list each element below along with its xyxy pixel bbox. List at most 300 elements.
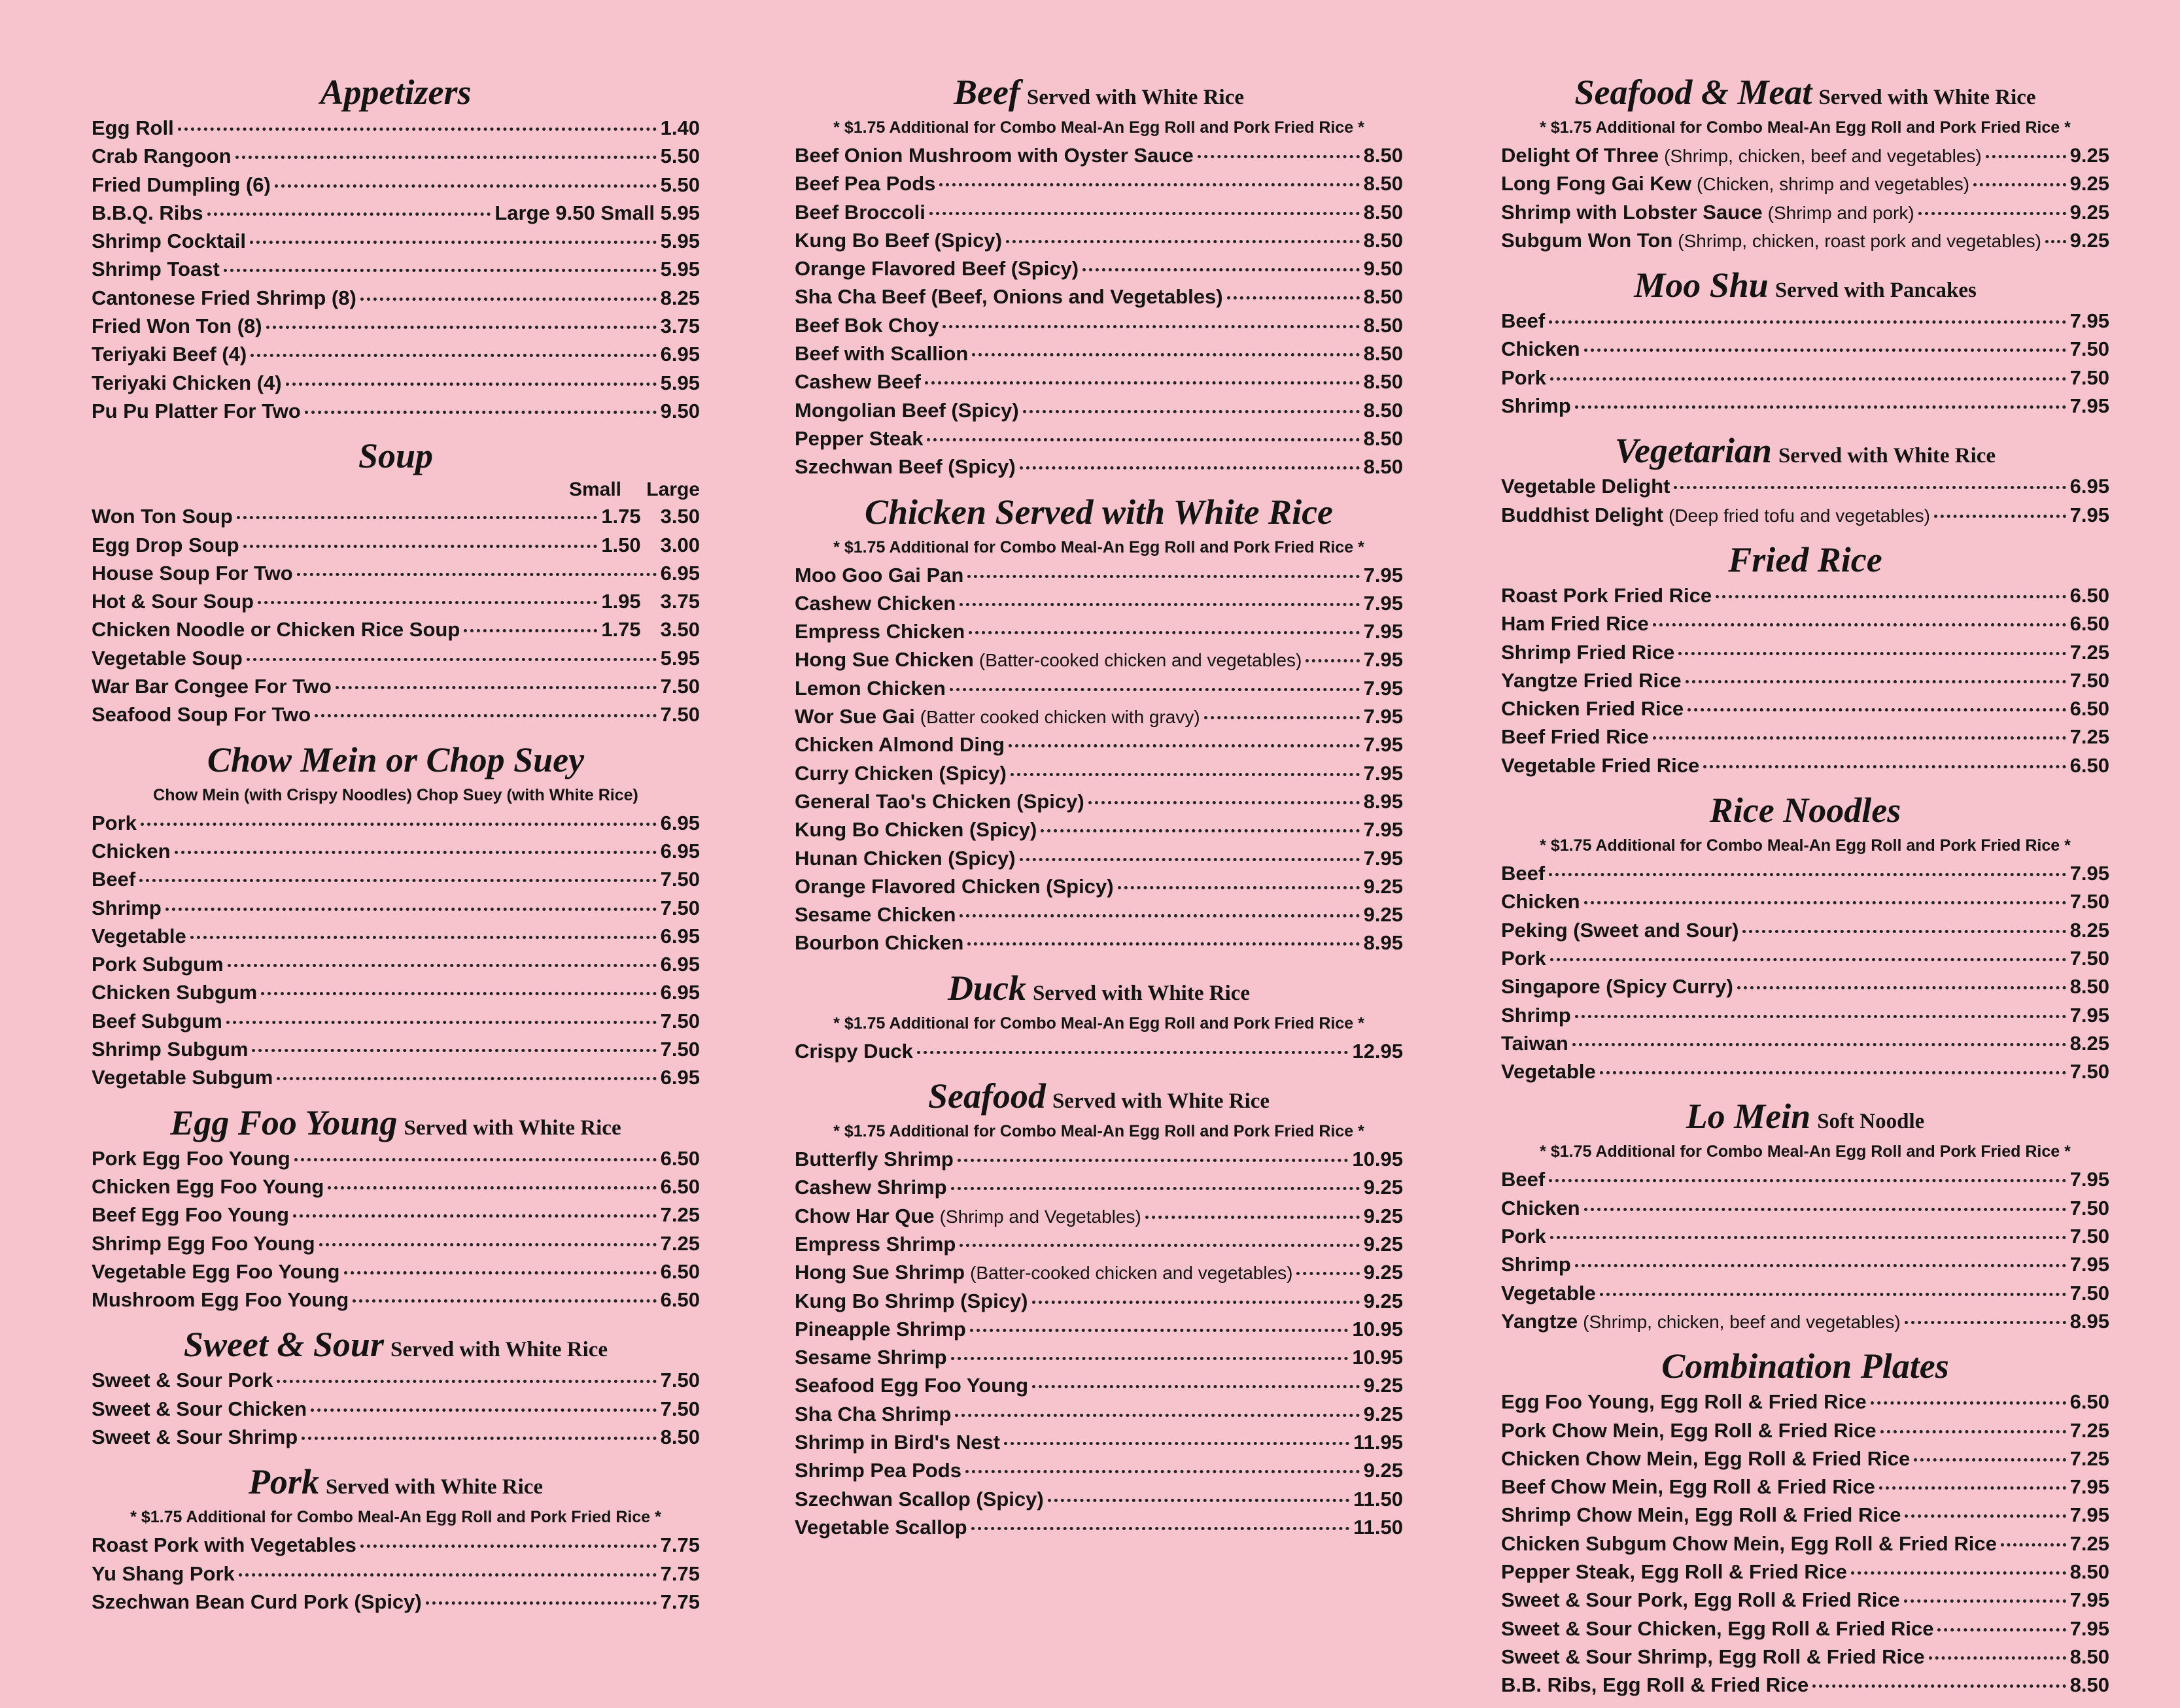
dot-leader bbox=[139, 879, 656, 882]
item-price: 7.50 bbox=[2069, 1281, 2109, 1305]
menu-item bbox=[1501, 1165, 2109, 1193]
item-name: Sha Cha Beef (Beef, Onions and Vegetables) bbox=[795, 285, 1223, 309]
item-price: 5.95 bbox=[660, 258, 700, 281]
item-price: 7.25 bbox=[2069, 725, 2109, 749]
dot-leader bbox=[190, 936, 657, 939]
menu-item bbox=[795, 1037, 1403, 1065]
item-name: Cantonese Fried Shrimp (8) bbox=[92, 286, 356, 309]
item-name: Sweet & Sour Chicken bbox=[92, 1397, 307, 1420]
item-price: 5.95 bbox=[660, 646, 700, 670]
item-name: Chicken bbox=[92, 839, 171, 863]
menu-item bbox=[92, 255, 700, 283]
dot-leader bbox=[1986, 155, 2066, 158]
dot-leader bbox=[237, 516, 598, 519]
item-price: 5.95 bbox=[660, 371, 700, 394]
menu-item bbox=[92, 1395, 700, 1423]
item-name: Curry Chicken (Spicy) bbox=[795, 761, 1007, 785]
item-name: Kung Bo Shrimp (Spicy) bbox=[795, 1289, 1028, 1312]
dot-leader bbox=[1937, 1628, 2066, 1631]
item-name: Mushroom Egg Foo Young bbox=[92, 1288, 349, 1312]
dot-leader bbox=[967, 942, 1359, 946]
item-price: 7.25 bbox=[2069, 1446, 2109, 1470]
menu-item bbox=[1501, 1279, 2109, 1307]
menu-item bbox=[92, 171, 700, 199]
dot-leader bbox=[252, 1049, 656, 1052]
item-description: (Chicken, shrimp and vegetables) bbox=[1697, 174, 1970, 195]
item-name: General Tao's Chicken (Spicy) bbox=[795, 789, 1084, 813]
item-name: Vegetable bbox=[92, 924, 186, 948]
item-price: 6.50 bbox=[2069, 1390, 2109, 1414]
menu-item bbox=[795, 453, 1403, 481]
dot-leader bbox=[250, 241, 657, 244]
section-title: Vegetarian bbox=[1614, 431, 1772, 471]
item-price: 10.95 bbox=[1352, 1317, 1403, 1341]
item-price: 7.95 bbox=[2069, 862, 2109, 885]
item-price: 7.95 bbox=[1363, 818, 1403, 842]
section-heading bbox=[1501, 264, 2109, 307]
item-name: Fried Dumpling (6) bbox=[92, 173, 271, 196]
dot-leader bbox=[1742, 930, 2066, 933]
item-name: Beef Subgum bbox=[92, 1009, 222, 1033]
menu-item bbox=[92, 837, 700, 865]
dot-leader bbox=[1905, 1321, 2066, 1324]
item-name: Seafood Egg Foo Young bbox=[795, 1374, 1029, 1397]
menu-item bbox=[92, 1035, 700, 1063]
dot-leader bbox=[1686, 680, 2066, 683]
dot-leader bbox=[1020, 858, 1360, 861]
dot-leader bbox=[293, 1214, 657, 1218]
dot-leader bbox=[971, 1527, 1350, 1530]
item-name: Beef Onion Mushroom with Oyster Sauce bbox=[795, 144, 1194, 167]
menu-item bbox=[795, 1343, 1403, 1371]
item-price: 12.95 bbox=[1352, 1039, 1403, 1063]
item-name: Egg Roll bbox=[92, 116, 174, 139]
item-price: 10.95 bbox=[1352, 1346, 1403, 1369]
menu-item bbox=[92, 950, 700, 978]
item-price: 6.95 bbox=[660, 561, 700, 585]
section-title: Chicken Served with White Rice bbox=[864, 492, 1334, 532]
section-heading bbox=[92, 434, 700, 477]
menu-item bbox=[795, 339, 1403, 367]
menu-item bbox=[92, 644, 700, 672]
section-note: * $1.75 Additional for Combo Meal-An Egg Roll and Pork Fried Rice * bbox=[833, 538, 1364, 556]
item-name: Pork Egg Foo Young bbox=[92, 1146, 290, 1170]
menu-item bbox=[795, 645, 1403, 674]
item-price: 7.95 bbox=[2069, 1503, 2109, 1527]
dot-leader bbox=[1011, 773, 1360, 776]
section-heading bbox=[1501, 71, 2109, 114]
menu-item bbox=[795, 929, 1403, 957]
item-price: 6.95 bbox=[660, 839, 700, 863]
item-name: Sesame Chicken bbox=[795, 903, 956, 927]
item-price: 8.50 bbox=[1363, 455, 1403, 479]
dot-leader bbox=[2001, 1543, 2066, 1546]
item-price: 8.95 bbox=[1363, 789, 1403, 813]
item-price: 8.95 bbox=[2069, 1309, 2109, 1333]
item-name: Pork bbox=[92, 811, 137, 834]
item-price: 9.25 bbox=[1363, 1232, 1403, 1255]
section-note: * $1.75 Additional for Combo Meal-An Egg Roll and Pork Fried Rice * bbox=[1540, 1142, 2071, 1161]
item-name: Sweet & Sour Pork bbox=[92, 1369, 273, 1392]
item-price: 7.95 bbox=[2069, 503, 2109, 526]
menu-item bbox=[92, 1201, 700, 1229]
item-name: Egg Drop Soup bbox=[92, 533, 239, 556]
item-name: Vegetable Fried Rice bbox=[1501, 753, 1700, 777]
item-price: 7.50 bbox=[660, 675, 700, 698]
dot-leader bbox=[1880, 1430, 2066, 1433]
item-price: 8.50 bbox=[2069, 1560, 2109, 1583]
menu-item bbox=[1501, 916, 2109, 944]
section-subtitle: Served with White Rice bbox=[404, 1116, 621, 1140]
dot-leader bbox=[969, 631, 1359, 634]
section-note: * $1.75 Additional for Combo Meal-An Egg Roll and Pork Fried Rice * bbox=[1540, 118, 2071, 137]
menu-item bbox=[795, 311, 1403, 339]
section-note: Chow Mein (with Crispy Noodles) Chop Suey (with White Rice) bbox=[153, 785, 638, 804]
item-name: Kung Bo Chicken (Spicy) bbox=[795, 818, 1037, 842]
section-heading bbox=[92, 1460, 700, 1503]
dot-leader bbox=[235, 156, 657, 159]
item-price: 7.95 bbox=[1363, 648, 1403, 672]
section-heading bbox=[1501, 1095, 2109, 1138]
item-price: 6.95 bbox=[660, 981, 700, 1004]
dot-leader bbox=[967, 575, 1359, 578]
size-small-header: Small bbox=[568, 479, 621, 501]
item-name: Chicken bbox=[1501, 890, 1580, 914]
menu-item bbox=[795, 674, 1403, 702]
item-name: Shrimp Subgum bbox=[92, 1038, 249, 1061]
item-name: Teriyaki Chicken (4) bbox=[92, 371, 282, 394]
item-name: Sweet & Sour Shrimp bbox=[92, 1425, 298, 1448]
item-price: 7.95 bbox=[1363, 733, 1403, 757]
item-price: 6.95 bbox=[660, 953, 700, 976]
item-name: Beef bbox=[92, 868, 136, 891]
item-name: Teriyaki Beef (4) bbox=[92, 343, 247, 366]
menu-item bbox=[1501, 501, 2109, 529]
dot-leader bbox=[1879, 1486, 2066, 1490]
menu-item bbox=[92, 1257, 700, 1286]
item-price: 7.50 bbox=[2069, 890, 2109, 914]
item-price: 7.50 bbox=[2069, 1060, 2109, 1084]
item-price: 6.50 bbox=[2069, 583, 2109, 607]
menu-item bbox=[795, 169, 1403, 197]
item-name: B.B. Ribs, Egg Roll & Fried Rice bbox=[1501, 1673, 1809, 1697]
dot-leader bbox=[939, 183, 1359, 186]
item-name: Chicken Subgum Chow Mein, Egg Roll & Fried Rice bbox=[1501, 1531, 1997, 1555]
item-description: (Batter-cooked chicken and vegetables) bbox=[970, 1263, 1293, 1284]
item-price: 3.50 bbox=[660, 505, 700, 528]
item-price: 6.50 bbox=[2069, 612, 2109, 636]
dot-leader bbox=[950, 688, 1360, 691]
dot-leader bbox=[1006, 240, 1360, 243]
item-price: 6.50 bbox=[660, 1146, 700, 1170]
item-price: 7.25 bbox=[660, 1203, 700, 1227]
dot-leader bbox=[1678, 652, 2066, 655]
menu-section-sweet-sour bbox=[92, 1323, 700, 1451]
menu-section-egg-foo-young bbox=[92, 1101, 700, 1314]
section-title: Duck bbox=[947, 968, 1026, 1008]
menu-item bbox=[1501, 198, 2109, 226]
item-price: 5.50 bbox=[660, 173, 700, 196]
item-price: 7.95 bbox=[2069, 309, 2109, 333]
item-price: 6.95 bbox=[660, 1066, 700, 1089]
item-name: Sesame Shrimp bbox=[795, 1346, 947, 1369]
menu-item bbox=[92, 397, 700, 425]
item-name: Chow Har Que bbox=[795, 1204, 935, 1227]
menu-item bbox=[92, 894, 700, 922]
menu-item bbox=[92, 700, 700, 728]
dot-leader bbox=[1600, 1071, 2066, 1074]
section-heading bbox=[1501, 789, 2109, 832]
item-name: Yangtze Fried Rice bbox=[1501, 668, 1682, 692]
item-description: (Shrimp and Vegetables) bbox=[939, 1206, 1141, 1227]
item-price: 8.95 bbox=[1363, 931, 1403, 955]
item-name: Beef Pea Pods bbox=[795, 172, 936, 196]
item-name: Vegetable Subgum bbox=[92, 1066, 273, 1089]
menu-item bbox=[1501, 1194, 2109, 1222]
section-heading bbox=[92, 738, 700, 781]
item-name: Lemon Chicken bbox=[795, 676, 946, 700]
dot-leader bbox=[336, 686, 657, 689]
dot-leader bbox=[141, 823, 657, 826]
item-name: Vegetable bbox=[1501, 1281, 1596, 1305]
dot-leader bbox=[165, 908, 657, 911]
item-price: 7.75 bbox=[660, 1590, 700, 1613]
menu-item bbox=[1501, 1250, 2109, 1278]
dot-leader bbox=[464, 629, 597, 632]
item-price: 9.25 bbox=[1363, 1402, 1403, 1426]
dot-leader bbox=[917, 1051, 1349, 1054]
dot-leader bbox=[1716, 595, 2066, 598]
item-price-small: 1.75 bbox=[601, 505, 641, 528]
menu-item bbox=[1501, 1388, 2109, 1416]
item-name: Ham Fried Rice bbox=[1501, 612, 1649, 636]
menu-item bbox=[92, 502, 700, 530]
item-price: 8.50 bbox=[1363, 398, 1403, 422]
item-price: 7.50 bbox=[660, 896, 700, 919]
menu-item bbox=[795, 1456, 1403, 1484]
menu-item bbox=[1501, 1222, 2109, 1250]
item-name: Subgum Won Ton bbox=[1501, 228, 1673, 252]
dot-leader bbox=[178, 128, 657, 131]
dot-leader bbox=[305, 411, 657, 414]
menu-item bbox=[92, 1144, 700, 1172]
dot-leader bbox=[1575, 1015, 2066, 1018]
item-price: 7.25 bbox=[2069, 640, 2109, 664]
menu-item bbox=[1501, 335, 2109, 363]
menu-item bbox=[795, 198, 1403, 226]
menu-section-moo-shu bbox=[1501, 264, 2109, 420]
menu-item bbox=[92, 369, 700, 397]
item-price: 7.95 bbox=[1363, 846, 1403, 870]
item-price: 8.50 bbox=[2069, 1645, 2109, 1668]
item-price: 11.95 bbox=[1353, 1430, 1403, 1454]
menu-item bbox=[1501, 972, 2109, 1000]
section-subtitle: Served with White Rice bbox=[1052, 1089, 1270, 1114]
section-title: Sweet & Sour bbox=[183, 1325, 384, 1365]
menu-item bbox=[92, 227, 700, 255]
item-price: 9.25 bbox=[1363, 874, 1403, 898]
item-price: 7.50 bbox=[660, 1369, 700, 1392]
dot-leader bbox=[294, 1158, 657, 1161]
menu-section-combination-plates bbox=[1501, 1344, 2109, 1699]
item-name: Chicken Almond Ding bbox=[795, 733, 1005, 757]
item-name: Vegetable Delight bbox=[1501, 475, 1670, 498]
item-name: Orange Flavored Beef (Spicy) bbox=[795, 257, 1079, 281]
item-price: 6.50 bbox=[2069, 697, 2109, 721]
menu-item bbox=[1501, 1614, 2109, 1643]
item-price: 7.25 bbox=[2069, 1531, 2109, 1555]
item-description: (Batter-cooked chicken and vegetables) bbox=[978, 650, 1302, 671]
item-name: Chicken Egg Foo Young bbox=[92, 1174, 324, 1198]
menu-section-beef bbox=[795, 71, 1403, 481]
menu-item bbox=[92, 672, 700, 700]
item-price: 8.50 bbox=[1363, 144, 1403, 167]
item-price: 10.95 bbox=[1352, 1148, 1403, 1171]
dot-leader bbox=[224, 269, 657, 272]
item-name: Crispy Duck bbox=[795, 1039, 913, 1063]
menu-item bbox=[92, 1423, 700, 1451]
dot-leader bbox=[261, 992, 656, 995]
menu-item bbox=[1501, 1529, 2109, 1558]
item-name: Won Ton Soup bbox=[92, 505, 233, 528]
item-price: 7.95 bbox=[2069, 1616, 2109, 1640]
item-name: Chicken Fried Rice bbox=[1501, 697, 1684, 721]
item-price: 3.75 bbox=[660, 590, 700, 613]
item-name: Pork bbox=[1501, 366, 1546, 389]
menu-item bbox=[92, 1588, 700, 1616]
item-name: Delight Of Three bbox=[1501, 144, 1659, 167]
item-price: 6.95 bbox=[2069, 475, 2109, 498]
section-title: Beef bbox=[953, 73, 1020, 112]
menu-item bbox=[1501, 226, 2109, 254]
item-price: 7.50 bbox=[2069, 366, 2109, 389]
section-title: Egg Foo Young bbox=[170, 1102, 398, 1142]
item-name: Vegetable Scallop bbox=[795, 1515, 967, 1539]
menu-item bbox=[1501, 1643, 2109, 1671]
menu-item bbox=[1501, 1671, 2109, 1699]
section-subtitle: Soft Noodle bbox=[1817, 1110, 1925, 1134]
item-name: Pork Chow Mein, Egg Roll & Fried Rice bbox=[1501, 1418, 1877, 1442]
dot-leader bbox=[1934, 515, 2066, 518]
item-price: 7.50 bbox=[2069, 1225, 2109, 1248]
item-name: Hong Sue Shrimp bbox=[795, 1261, 965, 1284]
item-price: 7.95 bbox=[2069, 1003, 2109, 1027]
dot-leader bbox=[1918, 212, 2066, 215]
dot-leader bbox=[972, 353, 1359, 356]
item-price: 7.50 bbox=[660, 1038, 700, 1061]
item-price: 1.40 bbox=[660, 116, 700, 139]
dot-leader bbox=[1600, 1293, 2066, 1296]
item-name: Bourbon Chicken bbox=[795, 931, 964, 955]
menu-item bbox=[1501, 1558, 2109, 1586]
item-price: 9.25 bbox=[1363, 1176, 1403, 1199]
dot-leader bbox=[1020, 466, 1360, 470]
dot-leader bbox=[951, 1357, 1349, 1360]
menu-item bbox=[1501, 1029, 2109, 1057]
item-name: Beef Fried Rice bbox=[1501, 725, 1649, 749]
dot-leader bbox=[1550, 958, 2066, 961]
dot-leader bbox=[1703, 765, 2066, 768]
item-name: Empress Shrimp bbox=[795, 1232, 956, 1255]
menu-item bbox=[92, 1366, 700, 1394]
section-subtitle: Served with White Rice bbox=[1032, 981, 1251, 1005]
dot-leader bbox=[965, 1470, 1360, 1473]
dot-leader bbox=[1584, 1208, 2066, 1211]
item-price: 8.50 bbox=[1363, 172, 1403, 196]
dot-leader bbox=[1306, 659, 1359, 662]
dot-leader bbox=[1572, 1043, 2066, 1046]
item-name: Chicken Noodle or Chicken Rice Soup bbox=[92, 618, 460, 641]
menu-item bbox=[1501, 1416, 2109, 1444]
item-price: 6.95 bbox=[660, 343, 700, 366]
menu-item bbox=[795, 1202, 1403, 1230]
menu-item bbox=[1501, 581, 2109, 609]
menu-item bbox=[795, 702, 1403, 730]
menu-item bbox=[795, 1258, 1403, 1286]
item-name: Chicken Subgum bbox=[92, 981, 258, 1004]
dot-leader bbox=[1737, 986, 2066, 989]
section-note: * $1.75 Additional for Combo Meal-An Egg Roll and Pork Fried Rice * bbox=[833, 118, 1364, 137]
section-heading bbox=[1501, 538, 2109, 581]
section-title: Fried Rice bbox=[1728, 539, 1882, 579]
item-name: Shrimp with Lobster Sauce bbox=[1501, 200, 1763, 224]
dot-leader bbox=[955, 1414, 1359, 1417]
item-price: 7.95 bbox=[2069, 1588, 2109, 1612]
menu-item bbox=[92, 1172, 700, 1201]
dot-leader bbox=[1674, 486, 2066, 489]
menu-item bbox=[1501, 1444, 2109, 1473]
dot-leader bbox=[1575, 405, 2066, 409]
item-price-small: 1.95 bbox=[601, 590, 641, 613]
item-name: Singapore (Spicy Curry) bbox=[1501, 975, 1733, 999]
item-price-small: 1.50 bbox=[601, 533, 641, 556]
dot-leader bbox=[344, 1271, 657, 1274]
section-title: Pork bbox=[248, 1462, 319, 1502]
item-name: Shrimp Egg Foo Young bbox=[92, 1231, 315, 1255]
item-name: Shrimp Cocktail bbox=[92, 230, 246, 253]
menu-section-seafood bbox=[795, 1074, 1403, 1541]
item-name: Wor Sue Gai bbox=[795, 705, 915, 728]
dot-leader bbox=[1929, 1656, 2066, 1660]
item-price: 7.95 bbox=[1363, 591, 1403, 615]
menu-section-fried-rice bbox=[1501, 538, 2109, 779]
item-name: Beef Broccoli bbox=[795, 200, 926, 224]
item-name: Roast Pork Fried Rice bbox=[1501, 583, 1712, 607]
item-price: 9.25 bbox=[1363, 1204, 1403, 1227]
item-price: 9.25 bbox=[2069, 144, 2109, 167]
section-heading bbox=[795, 490, 1403, 534]
dot-leader bbox=[1198, 155, 1360, 158]
menu-item bbox=[1501, 1501, 2109, 1529]
menu-item bbox=[795, 1287, 1403, 1315]
dot-leader bbox=[1549, 320, 2066, 324]
dot-leader bbox=[1812, 1684, 2066, 1688]
dot-leader bbox=[925, 381, 1360, 384]
menu-item bbox=[795, 561, 1403, 589]
item-price: 7.95 bbox=[1363, 563, 1403, 587]
item-price: 7.75 bbox=[660, 1533, 700, 1557]
menu-section-vegetarian bbox=[1501, 429, 2109, 529]
dot-leader bbox=[297, 573, 657, 576]
dot-leader bbox=[239, 1573, 657, 1577]
item-name: Szechwan Bean Curd Pork (Spicy) bbox=[92, 1590, 422, 1613]
item-price-small: 1.75 bbox=[601, 618, 641, 641]
dot-leader bbox=[328, 1186, 656, 1189]
menu-item bbox=[1501, 723, 2109, 751]
item-name: Shrimp bbox=[1501, 1003, 1571, 1027]
dot-leader bbox=[266, 326, 657, 329]
dot-leader bbox=[960, 603, 1359, 606]
